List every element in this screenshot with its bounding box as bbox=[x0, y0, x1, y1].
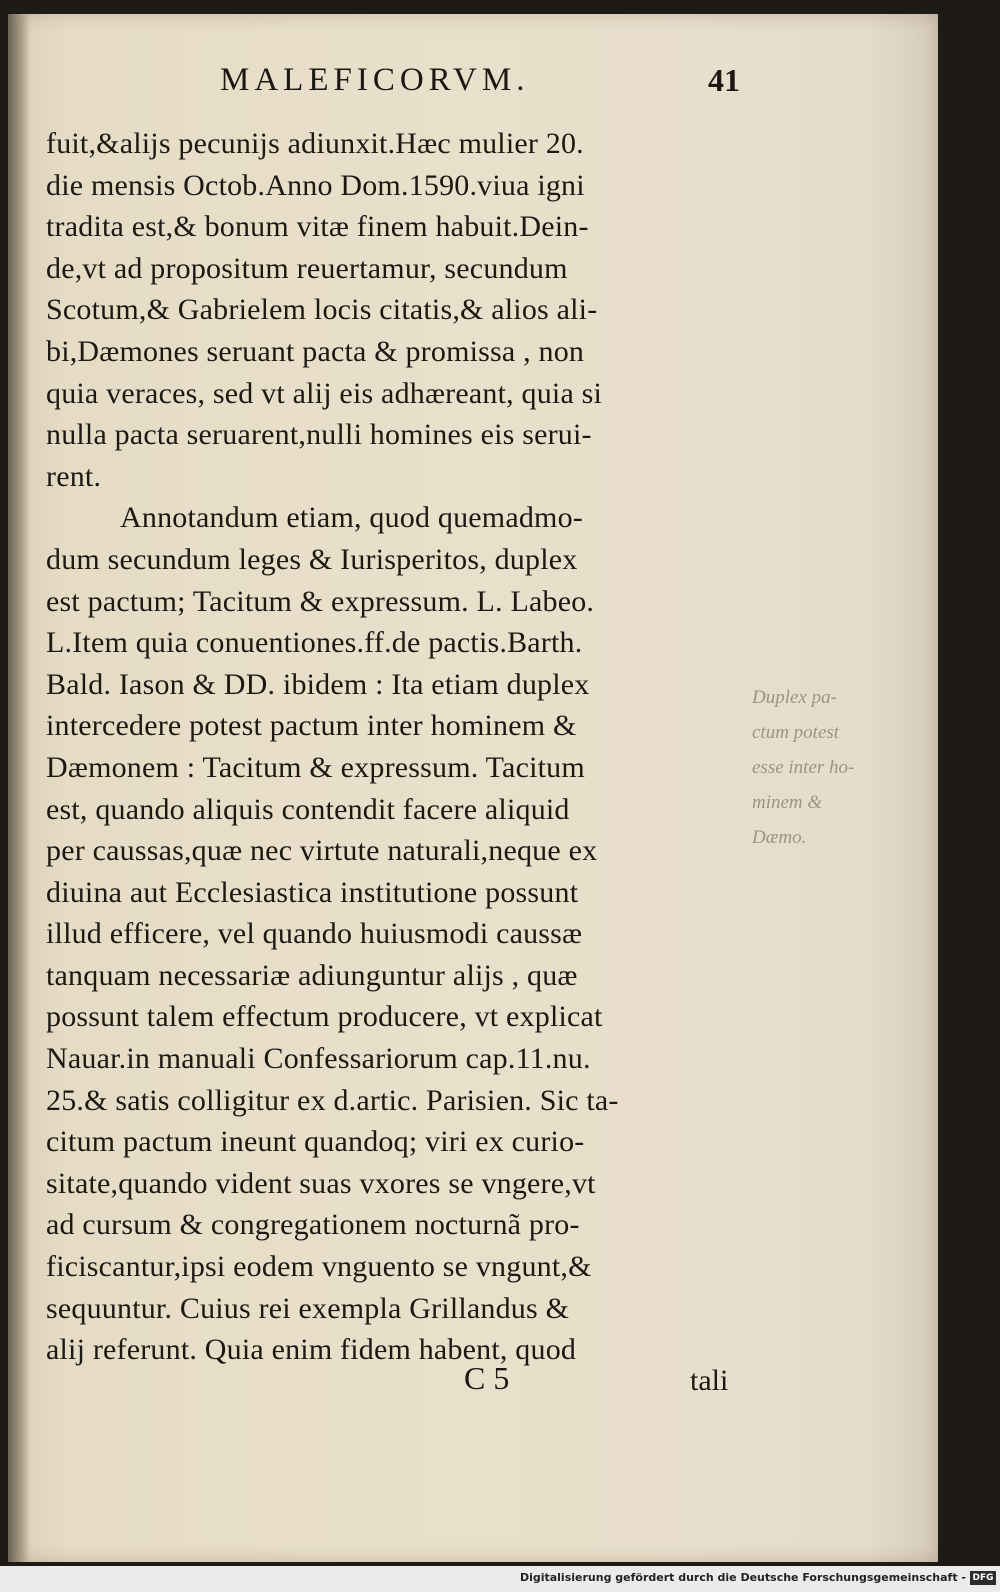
text-line: 25.& satis colligitur ex d.artic. Parisien. Sic ta- bbox=[46, 1083, 619, 1117]
dfg-logo: DFG bbox=[970, 1571, 996, 1585]
marginal-note-line: esse inter ho- bbox=[752, 757, 855, 778]
text-line: fuit,&alijs pecunijs adiunxit.Hæc mulier 20. bbox=[46, 127, 584, 160]
text-line: Scotum,& Gabrielem locis citatis,& alios ali- bbox=[46, 293, 598, 327]
running-head: MALEFICORVM. bbox=[220, 62, 530, 98]
text-line: Bald. Iason & DD. ibidem : Ita etiam duplex bbox=[46, 667, 590, 701]
text-line: Nauar.in manuali Confessariorum cap.11.nu. bbox=[46, 1042, 591, 1076]
text-line: ad cursum & congregationem nocturnã pro- bbox=[46, 1208, 580, 1242]
text-line: dum secundum leges & Iurisperitos, duplex bbox=[46, 542, 578, 576]
page-number: 41 bbox=[708, 62, 740, 98]
text-line: ficiscantur,ipsi eodem vnguento se vngunt,& bbox=[46, 1250, 592, 1284]
catchword: tali bbox=[690, 1364, 729, 1397]
marginal-note-line: ctum potest bbox=[752, 722, 840, 743]
text-line: diuina aut Ecclesiastica institutione possunt bbox=[46, 875, 579, 909]
text-line: L.Item quia conuentiones.ff.de pactis.Barth. bbox=[46, 626, 583, 660]
text-line: citum pactum ineunt quandoq; viri ex curio- bbox=[46, 1125, 585, 1159]
signature-mark: C 5 bbox=[464, 1360, 510, 1396]
text-line: sitate,quando vident suas vxores se vngere,vt bbox=[46, 1166, 596, 1200]
marginal-note-line: minem & bbox=[752, 792, 823, 813]
text-line: est pactum; Tacitum & expressum. L. Labeo. bbox=[46, 584, 595, 618]
text-line: die mensis Octob.Anno Dom.1590.viua igni bbox=[46, 168, 585, 202]
text-line: possunt talem effectum producere, vt explicat bbox=[46, 1000, 603, 1034]
marginal-note-line: Dæmo. bbox=[752, 827, 807, 848]
text-line: alij referunt. Quia enim fidem habent, quod bbox=[46, 1333, 577, 1367]
body-text bbox=[46, 123, 746, 1371]
text-line: est, quando aliquis contendit facere aliquid bbox=[46, 792, 570, 826]
page-gutter bbox=[8, 14, 30, 1562]
text-line: sequuntur. Cuius rei exempla Grillandus & bbox=[46, 1291, 570, 1325]
marginal-note-line: Duplex pa- bbox=[752, 687, 837, 708]
digitization-footer bbox=[0, 1566, 1000, 1592]
text-line: per caussas,quæ nec virtute naturali,neque ex bbox=[46, 834, 598, 868]
text-line: intercedere potest pactum inter hominem & bbox=[46, 709, 577, 743]
text-line: de,vt ad propositum reuertamur, secundum bbox=[46, 251, 568, 285]
text-line: illud efficere, vel quando huiusmodi caussæ bbox=[46, 917, 583, 951]
footer-credit: Digitalisierung gefördert durch die Deutsche Forschungsgemeinschaft - bbox=[519, 1571, 966, 1584]
text-line: quia veraces, sed vt alij eis adhæreant, quia si bbox=[46, 376, 603, 410]
marginal-note bbox=[752, 680, 892, 855]
text-line: tanquam necessariæ adiunguntur alijs , quæ bbox=[46, 958, 578, 992]
text-line: tradita est,& bonum vitæ finem habuit.Dein- bbox=[46, 210, 589, 244]
text-line: bi,Dæmones seruant pacta & promissa , non bbox=[46, 334, 585, 368]
text-line: rent. bbox=[46, 459, 102, 493]
text-line: Annotandum etiam, quod quemadmo- bbox=[120, 501, 583, 535]
text-line: Dæmonem : Tacitum & expressum. Tacitum bbox=[46, 750, 585, 784]
text-line: nulla pacta seruarent,nulli homines eis serui- bbox=[46, 418, 592, 452]
